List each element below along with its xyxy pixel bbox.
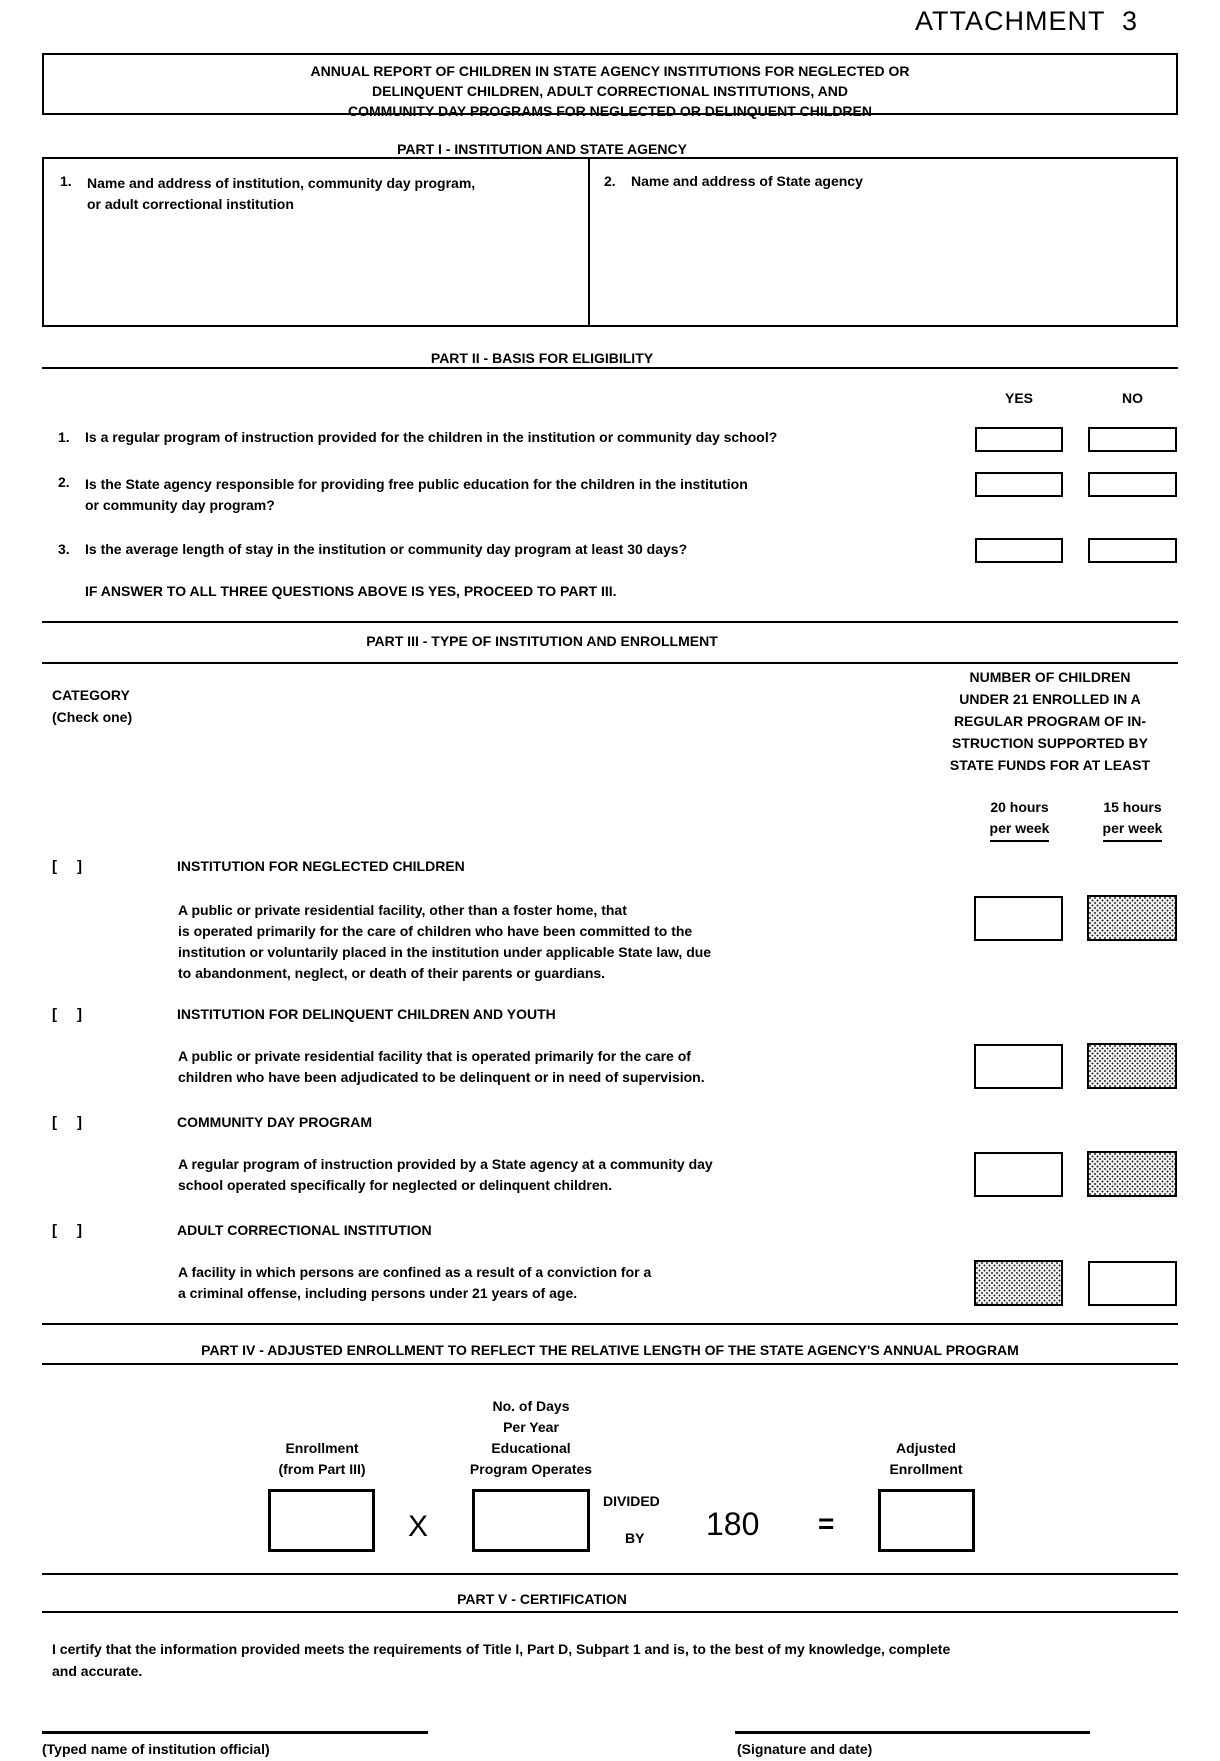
part1-header: PART I - INSTITUTION AND STATE AGENCY	[397, 141, 687, 157]
checkbox-institution-neglected[interactable]	[52, 858, 82, 875]
category-adult-desc-line-1: A facility in which persons are confined as a result of a conviction for a	[178, 1264, 652, 1280]
col-15-hours-line-1: 15 hours	[1103, 799, 1162, 815]
divided-label: DIVIDED	[603, 1493, 660, 1509]
category-community-desc-line-1: A regular program of instruction provided by a State agency at a community day	[178, 1156, 713, 1172]
days-input-box[interactable]	[472, 1489, 590, 1552]
part1-field1-label-line-2: or adult correctional institution	[87, 196, 294, 212]
yes-column-label: YES	[1004, 390, 1033, 406]
adjusted-enrollment-label	[836, 1438, 1016, 1480]
question-2-yes-box[interactable]	[975, 472, 1063, 497]
question-3-text: Is the average length of stay in the institution or community day program at least 30 days?	[85, 541, 688, 557]
checkbox-open: [	[52, 858, 57, 875]
attachment-label: ATTACHMENT 3	[915, 6, 1139, 36]
col-15-hours-line-2: per week	[1103, 818, 1163, 842]
enrollment-column-header-line-1: NUMBER OF CHILDREN	[969, 669, 1131, 685]
days-per-year-label	[441, 1396, 621, 1480]
category-sub-label: (Check one)	[52, 709, 133, 725]
question-1-no-box[interactable]	[1088, 427, 1177, 452]
signature-date-line[interactable]	[735, 1731, 1090, 1734]
question-3-number: 3.	[58, 541, 70, 557]
multiply-sign: X	[408, 1510, 429, 1543]
part1-box	[42, 157, 1178, 327]
enrollment-column-header	[925, 666, 1175, 776]
part3-rule-top	[42, 621, 1178, 623]
adjusted-label-line-2: Enrollment	[889, 1461, 963, 1477]
category-neglected-description	[178, 900, 711, 984]
category-adult-correctional-label: ADULT CORRECTIONAL INSTITUTION	[177, 1222, 432, 1238]
enrollment-from-part3-label	[232, 1438, 412, 1480]
days-label-line-1: No. of Days	[492, 1398, 570, 1414]
category-community-label: COMMUNITY DAY PROGRAM	[177, 1114, 372, 1130]
institution-name-address-field[interactable]	[44, 159, 588, 325]
checkbox-close: ]	[77, 1222, 82, 1239]
category-adult-desc-line-2: a criminal offense, including persons under 21 years of age.	[178, 1285, 578, 1301]
form-title-line-2: DELINQUENT CHILDREN, ADULT CORRECTIONAL INSTITUTIONS, AND	[372, 83, 848, 99]
part1-field2-label: Name and address of State agency	[631, 173, 863, 189]
part2-header: PART II - BASIS FOR ELIGIBILITY	[430, 350, 654, 366]
part5-rule-top	[42, 1573, 1178, 1575]
part2-rule	[42, 367, 1178, 369]
category-community-desc-line-2: school operated specifically for neglected or delinquent children.	[178, 1177, 613, 1193]
question-1-text: Is a regular program of instruction provided for the children in the institution or community day school?	[85, 429, 778, 445]
community-15hr-shaded-box	[1087, 1151, 1177, 1197]
signature-date-label: (Signature and date)	[737, 1741, 873, 1757]
category-neglected-label: INSTITUTION FOR NEGLECTED CHILDREN	[177, 858, 465, 874]
enrollment-column-header-line-4: STRUCTION SUPPORTED BY	[951, 735, 1148, 751]
no-column-label: NO	[1122, 390, 1143, 406]
question-3-yes-box[interactable]	[975, 538, 1063, 563]
category-neglected-desc-line-2: is operated primarily for the care of children who have been committed to the	[178, 923, 693, 939]
category-community-description	[178, 1154, 713, 1196]
category-delinquent-description	[178, 1046, 705, 1088]
form-title-line-1: ANNUAL REPORT OF CHILDREN IN STATE AGENCY INSTITUTIONS FOR NEGLECTED OR	[310, 63, 910, 79]
question-2	[58, 474, 938, 516]
part3-rule-bottom	[42, 662, 1178, 664]
equals-sign: =	[818, 1508, 835, 1539]
category-delinquent-desc-line-1: A public or private residential facility that is operated primarily for the care of	[178, 1048, 691, 1064]
category-neglected-desc-line-3: institution or voluntarily placed in the institution under applicable State law, due	[178, 944, 712, 960]
enrollment-column-header-line-3: REGULAR PROGRAM OF IN-	[953, 713, 1147, 729]
part4-rule-top	[42, 1323, 1178, 1325]
part5-rule-bottom	[42, 1611, 1178, 1613]
col-20-hours-line-2: per week	[990, 818, 1050, 842]
by-label: BY	[625, 1530, 645, 1546]
typed-name-signature-line[interactable]	[42, 1731, 428, 1734]
category-adult-correctional-description	[178, 1262, 651, 1304]
state-agency-name-address-field[interactable]	[590, 159, 1180, 325]
checkbox-close: ]	[77, 858, 82, 875]
question-2-number: 2.	[58, 474, 70, 490]
question-3-no-box[interactable]	[1088, 538, 1177, 563]
neglected-20hr-enrollment-box[interactable]	[974, 896, 1063, 941]
part4-rule-bottom	[42, 1363, 1178, 1365]
question-1-yes-box[interactable]	[975, 427, 1063, 452]
category-delinquent-label: INSTITUTION FOR DELINQUENT CHILDREN AND YOUTH	[177, 1006, 556, 1022]
days-label-line-3: Educational	[491, 1440, 571, 1456]
category-neglected-desc-line-4: to abandonment, neglect, or death of their parents or guardians.	[178, 965, 606, 981]
part1-field1-label-line-1: Name and address of institution, community day program,	[87, 175, 476, 191]
checkbox-adult-correctional[interactable]	[52, 1222, 82, 1239]
category-label-block	[52, 684, 132, 728]
enrollment-label-line-2: (from Part III)	[278, 1461, 366, 1477]
enrollment-label-line-1: Enrollment	[285, 1440, 359, 1456]
enrollment-column-header-line-2: UNDER 21 ENROLLED IN A	[959, 691, 1141, 707]
divisor-value: 180	[706, 1506, 760, 1542]
category-delinquent-desc-line-2: children who have been adjudicated to be delinquent or in need of supervision.	[178, 1069, 705, 1085]
checkbox-open: [	[52, 1222, 57, 1239]
category-label: CATEGORY	[52, 687, 130, 703]
col-15-hours-label	[1088, 797, 1177, 842]
enrollment-column-header-line-5: STATE FUNDS FOR AT LEAST	[949, 757, 1151, 773]
delinquent-20hr-enrollment-box[interactable]	[974, 1044, 1063, 1089]
form-title-box	[42, 53, 1178, 119]
part4-header: PART IV - ADJUSTED ENROLLMENT TO REFLECT THE RELATIVE LENGTH OF THE STATE AGENCY'S ANNUAL PROGRAM	[201, 1342, 1019, 1358]
adjusted-label-line-1: Adjusted	[896, 1440, 956, 1456]
question-3	[58, 541, 938, 557]
form-title-line-3: COMMUNITY DAY PROGRAMS FOR NEGLECTED OR DELINQUENT CHILDREN	[348, 103, 872, 119]
question-2-no-box[interactable]	[1088, 472, 1177, 497]
category-neglected-desc-line-1: A public or private residential facility, other than a foster home, that	[178, 902, 627, 918]
question-2-text-line-1: Is the State agency responsible for providing free public education for the children in the institution	[85, 476, 748, 492]
checkbox-community-day-program[interactable]	[52, 1114, 82, 1131]
part1-field2-number: 2.	[604, 173, 616, 189]
enrollment-input-box[interactable]	[268, 1489, 375, 1552]
checkbox-close: ]	[77, 1114, 82, 1131]
certification-text-line-2: and accurate.	[52, 1663, 143, 1679]
days-label-line-2: Per Year	[503, 1419, 559, 1435]
adult-20hr-shaded-box	[974, 1260, 1063, 1306]
col-20-hours-line-1: 20 hours	[990, 799, 1049, 815]
adult-15hr-enrollment-box[interactable]	[1088, 1261, 1177, 1306]
checkbox-close: ]	[77, 1006, 82, 1023]
checkbox-open: [	[52, 1006, 57, 1023]
question-2-text-line-2: or community day program?	[85, 497, 275, 513]
col-20-hours-label	[975, 797, 1064, 842]
certification-text	[52, 1638, 1162, 1682]
part5-header: PART V - CERTIFICATION	[457, 1591, 627, 1607]
question-1-number: 1.	[58, 429, 70, 445]
proceed-note: IF ANSWER TO ALL THREE QUESTIONS ABOVE IS YES, PROCEED TO PART III.	[85, 583, 617, 599]
days-label-line-4: Program Operates	[469, 1461, 593, 1477]
part1-field1-number: 1.	[60, 173, 72, 189]
part3-header: PART III - TYPE OF INSTITUTION AND ENROLLMENT	[366, 633, 718, 649]
question-1	[58, 429, 938, 445]
delinquent-15hr-shaded-box	[1087, 1043, 1177, 1089]
checkbox-open: [	[52, 1114, 57, 1131]
certification-text-line-1: I certify that the information provided meets the requirements of Title I, Part D, Subpart 1 and is, to the best of my knowledge, complete	[52, 1641, 951, 1657]
community-20hr-enrollment-box[interactable]	[974, 1152, 1063, 1197]
checkbox-institution-delinquent[interactable]	[52, 1006, 82, 1023]
adjusted-enrollment-input-box[interactable]	[878, 1489, 975, 1552]
typed-name-label: (Typed name of institution official)	[42, 1741, 270, 1757]
neglected-15hr-shaded-box	[1087, 895, 1177, 941]
